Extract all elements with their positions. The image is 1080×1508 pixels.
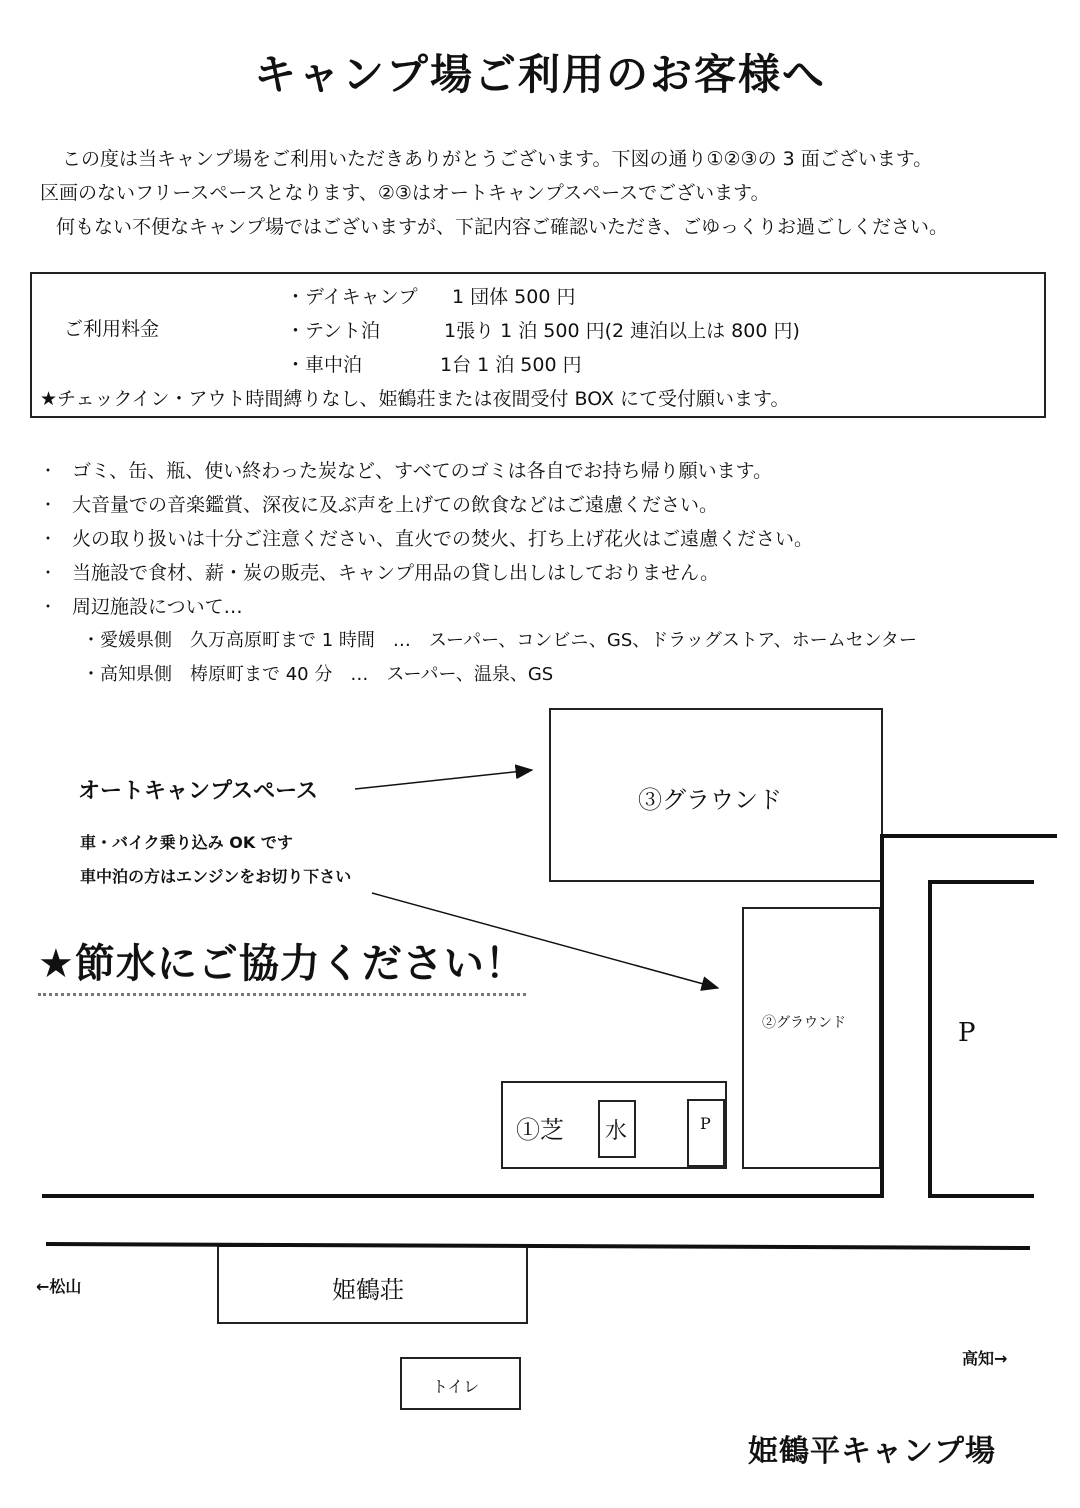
auto-camp-note: 車・バイク乗り込み OK です bbox=[80, 833, 293, 852]
bullet-icon: ・ bbox=[40, 529, 57, 548]
nearby-kochi: ・高知県側 梼原町まで 40 分 … スーパー、温泉、GS bbox=[82, 664, 554, 685]
ground-3-label: ③グラウンド bbox=[638, 786, 782, 814]
direction-kochi: 高知→ bbox=[962, 1349, 1008, 1368]
nearby-ehime: ・愛媛県側 久万高原町まで 1 時間 … スーパー、コンビニ、GS、ドラッグストア、ホームセンター bbox=[82, 630, 918, 651]
toilet-label: トイレ bbox=[432, 1377, 480, 1396]
rule-item: 周辺施設について… bbox=[72, 596, 243, 618]
parking-small-box bbox=[688, 1100, 724, 1166]
ground-2-area bbox=[743, 908, 880, 1168]
lawn-label: ①芝 bbox=[516, 1116, 564, 1144]
road-lower bbox=[46, 1244, 1030, 1248]
lodge-label: 姫鶴荘 bbox=[332, 1276, 404, 1304]
fee-item-price: 1台 1 泊 500 円 bbox=[440, 354, 582, 376]
campsite-name: 姫鶴平キャンプ場 bbox=[748, 1434, 996, 1469]
parking-small-label: P bbox=[700, 1114, 711, 1133]
fee-item-price: 1張り 1 泊 500 円(2 連泊以上は 800 円) bbox=[444, 320, 800, 342]
fee-label: ご利用料金 bbox=[64, 318, 160, 340]
direction-matsuyama: ←松山 bbox=[36, 1277, 82, 1296]
parking-large-label: P bbox=[958, 1018, 976, 1048]
checkin-note: ★チェックイン・アウト時間縛りなし、姫鶴荘または夜間受付 BOX にて受付願います。 bbox=[40, 388, 790, 410]
auto-camp-title: オートキャンプスペース bbox=[78, 779, 319, 804]
bullet-icon: ・ bbox=[40, 461, 57, 480]
auto-camp-note: 車中泊の方はエンジンをお切り下さい bbox=[80, 867, 352, 886]
fee-item-name: ・テント泊 bbox=[286, 320, 381, 342]
fee-item-name: ・車中泊 bbox=[286, 354, 363, 376]
bullet-icon: ・ bbox=[40, 563, 57, 582]
arrow-to-ground-3 bbox=[355, 770, 532, 789]
save-water-notice: ★節水にご協力ください！ bbox=[38, 932, 526, 996]
rule-item: 当施設で食材、薪・炭の販売、キャンプ用品の貸し出しはしておりません。 bbox=[72, 562, 720, 584]
intro-line-1: この度は当キャンプ場をご利用いただきありがとうございます。下図の通り①②③の 3 面ございます。 bbox=[62, 148, 933, 170]
fee-item-name: ・デイキャンプ bbox=[286, 286, 418, 308]
water-label: 水 bbox=[605, 1119, 628, 1144]
fee-item-price: 1 団体 500 円 bbox=[452, 286, 576, 308]
bullet-icon: ・ bbox=[40, 597, 57, 616]
rule-item: 火の取り扱いは十分ご注意ください、直火での焚火、打ち上げ花火はご遠慮ください。 bbox=[72, 528, 814, 550]
bullet-icon: ・ bbox=[40, 495, 57, 514]
intro-line-2: 区画のないフリースペースとなります、②③はオートキャンプスペースでございます。 bbox=[40, 182, 770, 204]
page-title: キャンプ場ご利用のお客様へ bbox=[253, 50, 826, 99]
rule-item: 大音量での音楽鑑賞、深夜に及ぶ声を上げての飲食などはご遠慮ください。 bbox=[72, 494, 719, 516]
ground-2-label: ②グラウンド bbox=[762, 1015, 846, 1031]
rule-item: ゴミ、缶、瓶、使い終わった炭など、すべてのゴミは各自でお持ち帰り願います。 bbox=[72, 460, 773, 482]
parking-large-outline bbox=[930, 882, 1034, 1196]
intro-line-3: 何もない不便なキャンプ場ではございますが、下記内容ご確認いただき、ごゆっくりお過ごしください。 bbox=[56, 216, 949, 238]
